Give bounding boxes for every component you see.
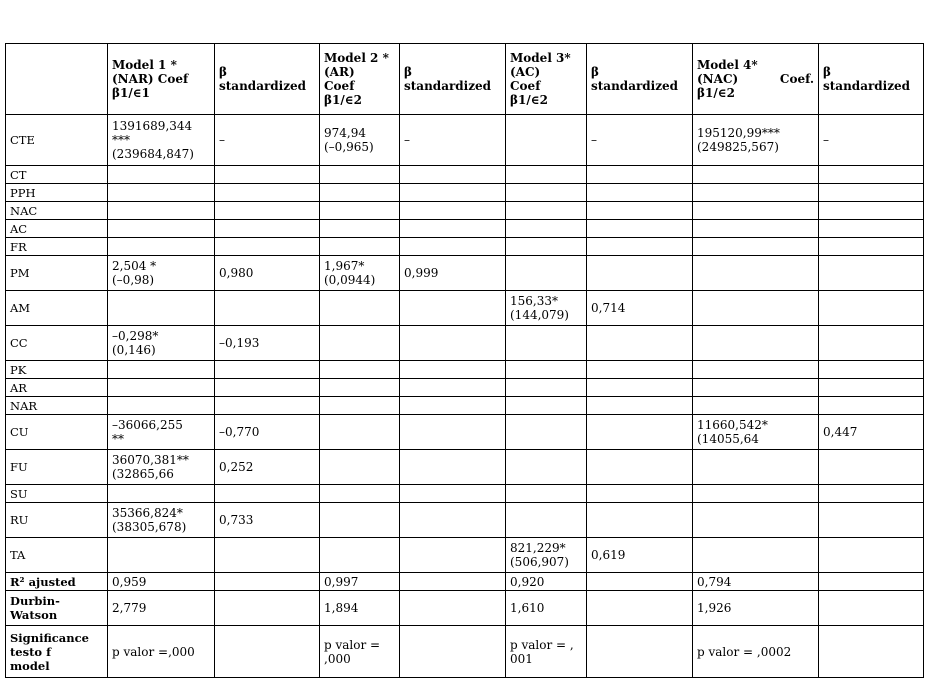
table-cell: [215, 202, 320, 220]
table-cell: [693, 256, 819, 291]
table-cell: [693, 485, 819, 503]
table-cell: [108, 220, 215, 238]
table-cell: [506, 397, 587, 415]
table-cell: –0,298* (0,146): [108, 326, 215, 361]
table-cell: [587, 220, 693, 238]
table-cell: [819, 591, 924, 626]
table-cell: [108, 361, 215, 379]
regression-table: [5, 43, 924, 678]
table-cell: [215, 238, 320, 256]
row-label: AR: [6, 379, 108, 397]
table-cell: [320, 397, 400, 415]
table-cell: [320, 538, 400, 573]
table-cell: [320, 291, 400, 326]
table-cell: [108, 202, 215, 220]
table-cell: [506, 238, 587, 256]
table-cell: [506, 379, 587, 397]
table-row: [6, 238, 924, 256]
table-cell: [320, 485, 400, 503]
table-cell: [693, 238, 819, 256]
table-cell: 2,779: [108, 591, 215, 626]
table-cell: 0,959: [108, 573, 215, 591]
table-cell: 0,733: [215, 503, 320, 538]
table-cell: 156,33* (144,079): [506, 291, 587, 326]
table-cell: [587, 202, 693, 220]
table-row: [6, 184, 924, 202]
row-label: FR: [6, 238, 108, 256]
table-cell: 195120,99*** (249825,567): [693, 115, 819, 166]
table-cell: [320, 361, 400, 379]
header-model-3: Model 3* (AC) Coef β1/∈2: [506, 44, 587, 115]
table-cell: [693, 379, 819, 397]
table-cell: –0,193: [215, 326, 320, 361]
table-cell: 1,610: [506, 591, 587, 626]
table-cell: –36066,255 **: [108, 415, 215, 450]
row-label: CTE: [6, 115, 108, 166]
table-cell: [400, 291, 506, 326]
table-cell: [506, 450, 587, 485]
table-cell: [819, 184, 924, 202]
table-cell: [506, 256, 587, 291]
table-cell: [215, 291, 320, 326]
row-label: R² ajusted: [6, 573, 108, 591]
table-cell: [693, 202, 819, 220]
table-cell: [506, 220, 587, 238]
table-row: [6, 397, 924, 415]
row-label: PPH: [6, 184, 108, 202]
table-cell: [693, 503, 819, 538]
table-row: [6, 115, 924, 166]
table-cell: [400, 326, 506, 361]
table-cell: 1391689,344 *** (239684,847): [108, 115, 215, 166]
table-row: [6, 415, 924, 450]
table-cell: [108, 538, 215, 573]
table-cell: [587, 379, 693, 397]
table-cell: [108, 485, 215, 503]
table-cell: [215, 538, 320, 573]
table-cell: [215, 220, 320, 238]
table-cell: [587, 591, 693, 626]
table-cell: [819, 573, 924, 591]
table-cell: [587, 626, 693, 678]
table-row: [6, 379, 924, 397]
table-cell: [400, 538, 506, 573]
table-cell: [819, 379, 924, 397]
row-label: Durbin- Watson: [6, 591, 108, 626]
table-cell: p valor = , 001: [506, 626, 587, 678]
table-cell: [819, 361, 924, 379]
table-row: [6, 626, 924, 678]
table-cell: [400, 397, 506, 415]
row-label: AM: [6, 291, 108, 326]
table-cell: [320, 184, 400, 202]
table-cell: –: [819, 115, 924, 166]
table-row: [6, 256, 924, 291]
table-cell: [400, 573, 506, 591]
table-cell: [819, 626, 924, 678]
row-label: NAC: [6, 202, 108, 220]
row-label: AC: [6, 220, 108, 238]
table-row: [6, 220, 924, 238]
table-cell: p valor = ,000: [320, 626, 400, 678]
table-cell: [819, 256, 924, 291]
table-cell: [400, 415, 506, 450]
table-cell: [400, 485, 506, 503]
table-cell: –: [400, 115, 506, 166]
table-row: [6, 485, 924, 503]
table-cell: –0,770: [215, 415, 320, 450]
header-model-4: [693, 44, 819, 115]
table-cell: [819, 202, 924, 220]
table-cell: [819, 220, 924, 238]
table-cell: [108, 379, 215, 397]
table-cell: [587, 184, 693, 202]
table-cell: [320, 415, 400, 450]
table-cell: [108, 166, 215, 184]
table-cell: [320, 450, 400, 485]
table-row: [6, 591, 924, 626]
table-cell: [819, 238, 924, 256]
table-cell: [819, 450, 924, 485]
table-cell: [215, 485, 320, 503]
table-cell: [400, 503, 506, 538]
table-cell: [587, 361, 693, 379]
header-model-4-line1: Model 4*: [697, 58, 758, 72]
table-cell: 2,504 * (–0,98): [108, 256, 215, 291]
table-cell: [693, 166, 819, 184]
table-cell: [400, 361, 506, 379]
table-cell: [506, 485, 587, 503]
table-cell: [506, 115, 587, 166]
table-cell: [819, 503, 924, 538]
table-cell: [320, 326, 400, 361]
header-beta-1: β standardized: [215, 44, 320, 115]
table-cell: [693, 361, 819, 379]
table-cell: [320, 220, 400, 238]
header-model-4-line3: β1/∈2: [697, 86, 735, 100]
table-cell: [693, 220, 819, 238]
row-label: TA: [6, 538, 108, 573]
table-cell: [215, 397, 320, 415]
table-cell: [400, 591, 506, 626]
row-label: SU: [6, 485, 108, 503]
table-cell: [693, 291, 819, 326]
table-cell: –: [215, 115, 320, 166]
table-row: [6, 326, 924, 361]
table-cell: [506, 184, 587, 202]
row-label: RU: [6, 503, 108, 538]
header-beta-3: β standardized: [587, 44, 693, 115]
table-cell: [587, 573, 693, 591]
table-cell: [400, 626, 506, 678]
table-cell: 0,999: [400, 256, 506, 291]
table-cell: 36070,381** (32865,66: [108, 450, 215, 485]
table-row: [6, 202, 924, 220]
table-cell: 821,229* (506,907): [506, 538, 587, 573]
table-cell: [400, 220, 506, 238]
table-row: [6, 450, 924, 485]
table-cell: [506, 503, 587, 538]
header-cell-0: [6, 44, 108, 115]
table-cell: p valor = ,0002: [693, 626, 819, 678]
table-cell: [400, 238, 506, 256]
table-cell: [215, 184, 320, 202]
table-cell: 0,252: [215, 450, 320, 485]
table-cell: 0,794: [693, 573, 819, 591]
table-cell: [108, 397, 215, 415]
table-cell: [215, 379, 320, 397]
table-row: [6, 361, 924, 379]
table-cell: [400, 184, 506, 202]
table-cell: [320, 379, 400, 397]
row-label: PK: [6, 361, 108, 379]
table-cell: [506, 202, 587, 220]
table-cell: 35366,824* (38305,678): [108, 503, 215, 538]
header-model-2: Model 2 * (AR) Coef β1/∈2: [320, 44, 400, 115]
table-cell: 1,926: [693, 591, 819, 626]
table-cell: [819, 291, 924, 326]
row-label: FU: [6, 450, 108, 485]
table-cell: 11660,542* (14055,64: [693, 415, 819, 450]
table-row: [6, 503, 924, 538]
table-cell: [506, 166, 587, 184]
header-model-4-nac: (NAC): [697, 72, 739, 86]
table-cell: [693, 450, 819, 485]
table-cell: 0,997: [320, 573, 400, 591]
table-cell: 0,920: [506, 573, 587, 591]
table-cell: [587, 450, 693, 485]
table-cell: [320, 202, 400, 220]
row-label: CT: [6, 166, 108, 184]
header-model-4-line2: [697, 72, 814, 86]
table-row: [6, 166, 924, 184]
table-cell: [400, 379, 506, 397]
header-model-4-coef: Coef.: [779, 72, 814, 86]
row-label: PM: [6, 256, 108, 291]
table-cell: [215, 573, 320, 591]
table-cell: [400, 166, 506, 184]
table-cell: [215, 361, 320, 379]
table-cell: [819, 397, 924, 415]
table-cell: [320, 238, 400, 256]
table-cell: [587, 238, 693, 256]
table-cell: 974,94 (–0,965): [320, 115, 400, 166]
row-label: Significance testo f model: [6, 626, 108, 678]
table-cell: [506, 361, 587, 379]
table-cell: [506, 326, 587, 361]
table-cell: [587, 485, 693, 503]
row-label: CC: [6, 326, 108, 361]
table-row: [6, 573, 924, 591]
table-cell: 0,619: [587, 538, 693, 573]
table-cell: [320, 166, 400, 184]
header-row: [6, 44, 924, 115]
table-cell: [693, 326, 819, 361]
table-cell: [819, 485, 924, 503]
header-beta-2: β standardized: [400, 44, 506, 115]
table-cell: 1,894: [320, 591, 400, 626]
table-cell: [587, 326, 693, 361]
table-cell: [108, 238, 215, 256]
row-label: CU: [6, 415, 108, 450]
table-cell: 1,967* (0,0944): [320, 256, 400, 291]
table-cell: 0,980: [215, 256, 320, 291]
table-cell: [587, 166, 693, 184]
header-beta-4: β standardized: [819, 44, 924, 115]
table-cell: [819, 538, 924, 573]
table-cell: [400, 450, 506, 485]
table-cell: –: [587, 115, 693, 166]
table-cell: [108, 291, 215, 326]
table-cell: p valor =,000: [108, 626, 215, 678]
table-cell: [693, 184, 819, 202]
table-cell: 0,714: [587, 291, 693, 326]
table-cell: [215, 626, 320, 678]
table-cell: [215, 166, 320, 184]
table-cell: [693, 538, 819, 573]
table-cell: [320, 503, 400, 538]
table-row: [6, 538, 924, 573]
table-cell: [587, 256, 693, 291]
header-model-1: Model 1 * (NAR) Coef β1/∈1: [108, 44, 215, 115]
table-cell: [108, 184, 215, 202]
table-cell: [587, 503, 693, 538]
table-cell: [400, 202, 506, 220]
table-cell: [693, 397, 819, 415]
table-row: [6, 291, 924, 326]
table-cell: 0,447: [819, 415, 924, 450]
table-cell: [819, 166, 924, 184]
table-cell: [215, 591, 320, 626]
table-cell: [506, 415, 587, 450]
row-label: NAR: [6, 397, 108, 415]
table-cell: [587, 415, 693, 450]
table-cell: [587, 397, 693, 415]
table-cell: [819, 326, 924, 361]
